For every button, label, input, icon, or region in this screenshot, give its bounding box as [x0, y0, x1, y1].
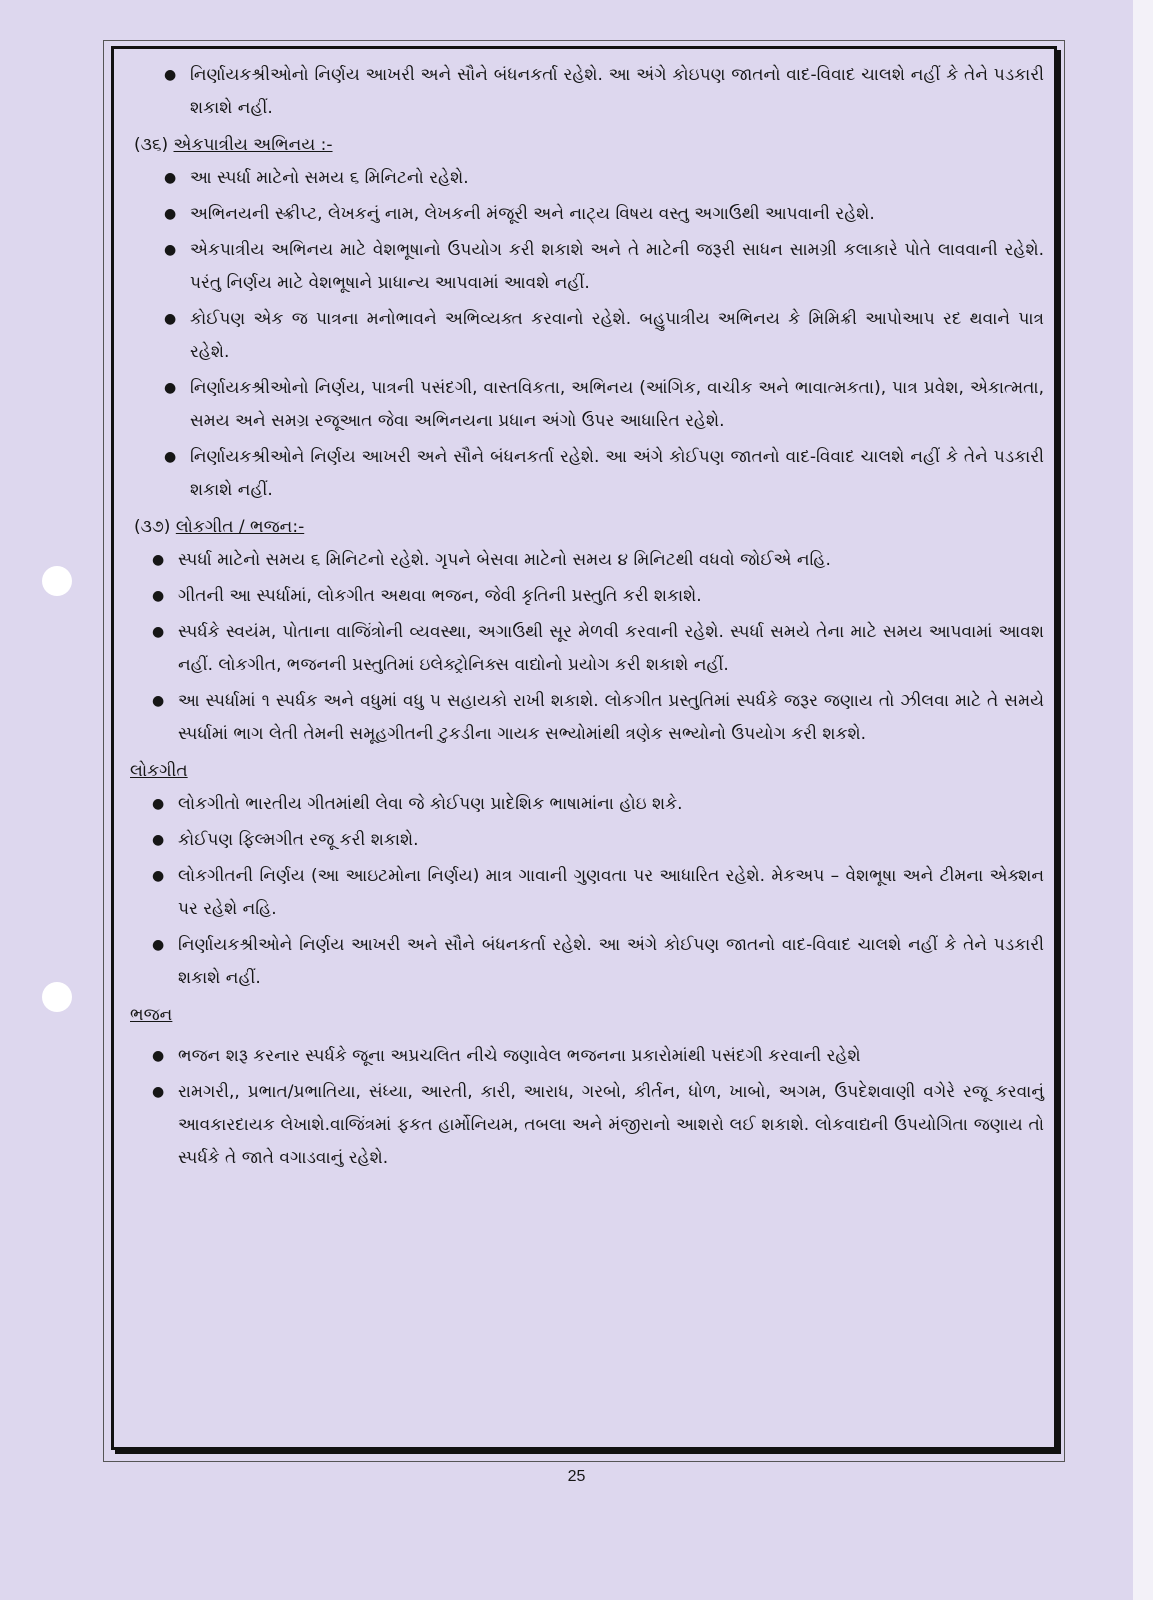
bullet-icon: ● — [164, 449, 177, 465]
list-item: ● સ્પર્ધકે સ્વયંમ, પોતાના વાજિંત્રોની વ્યવસ્થા, અગાઉથી સૂર મેળવી કરવાની રહેશે. સ્પર્ધા સમયે તેના માટે સમય આપવામાં આવશ નહીં. લોકગીત, ભજનની પ્રસ્તુતિમાં ઇલેક્ટ્રોનિક્સ વાદ્યોનો પ્રયોગ કરી શકાશે નહીં. — [130, 616, 1044, 682]
list-item: ● નિર્ણાયકશ્રીઓનો નિર્ણય આખરી અને સૌને બંધનકર્તા રહેશે. આ અંગે કોઇપણ જાતનો વાદ-વિવાદ ચાલશે નહીં કે તેને પડકારી શકાશે નહીં. — [130, 59, 1044, 125]
punch-hole-bottom — [42, 982, 72, 1012]
list-item: ● નિર્ણાયકશ્રીઓને નિર્ણય આખરી અને સૌને બંધનકર્તા રહેશે. આ અંગે કોઈપણ જાતનો વાદ-વિવાદ ચાલશે નહીં કે તેને પડકારી શકાશે નહીં. — [130, 441, 1044, 507]
list-item: ● એકપાત્રીય અભિનય માટે વેશભૂષાનો ઉપયોગ કરી શકાશે અને તે માટેની જરૂરી સાધન સામગ્રી કલાકારે પોતે લાવવાની રહેશે. પરંતુ નિર્ણય માટે વેશભૂષાને પ્રાધાન્ય આપવામાં આવશે નહીં. — [130, 234, 1044, 300]
bhajan-list — [130, 1040, 1044, 1175]
list-item: ● આ સ્પર્ધામાં ૧ સ્પર્ધક અને વધુમાં વધુ ૫ સહાયકો રાખી શકાશે. લોકગીત પ્રસ્તુતિમાં સ્પર્ધકે જરૂર જણાય તો ઝીલવા માટે તે સમયે સ્પર્ધામાં ભાગ લેતી તેમની સમૂહગીતની ટુકડીના ગાયક સભ્યોમાંથી ત્રણેક સભ્યોનો ઉપયોગ કરી શકશે. — [130, 685, 1044, 751]
list-item: ● ગીતની આ સ્પર્ધામાં, લોકગીત અથવા ભજન, જેવી કૃતિની પ્રસ્તુતિ કરી શકાશે. — [130, 580, 1044, 613]
bullet-icon: ● — [152, 796, 165, 812]
bullet-icon: ● — [152, 832, 165, 848]
bullet-icon: ● — [164, 170, 177, 186]
list-item: ● ભજન શરૂ કરનાર સ્પર્ધકે જૂના અપ્રચલિત નીચે જણાવેલ ભજનના પ્રકારોમાંથી પસંદગી કરવાની રહેશે — [130, 1040, 1044, 1073]
section-title: લોકગીત / ભજન:- — [175, 517, 305, 537]
section-number: (૩૭) — [134, 517, 171, 537]
list-item: ● આ સ્પર્ધા માટેનો સમય ૬ મિનિટનો રહેશે. — [130, 162, 1044, 195]
list-item: ● કોઈપણ એક જ પાત્રના મનોભાવને અભિવ્યક્ત કરવાનો રહેશે. બહુપાત્રીય અભિનય કે મિમિક્રી આપોઆપ રદ થવાને પાત્ર રહેશે. — [130, 303, 1044, 369]
page-content — [130, 59, 1044, 1178]
section-36-list — [130, 162, 1044, 507]
bullet-icon: ● — [152, 868, 165, 884]
bullet-icon: ● — [164, 242, 177, 258]
bullet-icon: ● — [164, 311, 177, 327]
list-item: ● રામગરી,, પ્રભાત/પ્રભાતિયા, સંધ્યા, આરતી, કારી, આરાધ, ગરબો, કીર્તન, ધોળ, ખાબો, અગમ, ઉપદેશવાણી વગેરે રજૂ કરવાનું આવકારદાયક લેખાશે.વાજિંત્રમાં ફકત હાર્મોનિયમ, તબલા અને મંજીરાનો આશરો લઈ શકાશે. લોકવાદ્યની ઉપયોગિતા જણાય તો સ્પર્ધકે તે જાતે વગાડવાનું રહેશે. — [130, 1076, 1044, 1175]
bullet-icon: ● — [152, 552, 165, 568]
bullet-icon: ● — [152, 588, 165, 604]
list-item: ● નિર્ણાયકશ્રીઓને નિર્ણય આખરી અને સૌને બંધનકર્તા રહેશે. આ અંગે કોઈપણ જાતનો વાદ-વિવાદ ચાલશે નહીં કે તેને પડકારી શકાશે નહીં. — [130, 929, 1044, 995]
bullet-icon: ● — [152, 693, 165, 709]
top-list — [130, 59, 1044, 125]
bullet-icon: ● — [152, 1048, 165, 1064]
bullet-icon: ● — [164, 380, 177, 396]
section-title: એકપાત્રીય અભિનય :- — [173, 135, 333, 155]
bullet-icon: ● — [152, 937, 165, 953]
section-number: (૩૬) — [134, 135, 169, 155]
punch-hole-top — [42, 566, 72, 596]
page-number: 25 — [567, 1468, 586, 1485]
page-border — [111, 46, 1057, 1450]
lokgeet-heading: લોકગીત — [130, 761, 188, 781]
section-37-list — [130, 544, 1044, 751]
bullet-icon: ● — [164, 206, 177, 222]
bullet-icon: ● — [152, 1084, 165, 1100]
bhajan-heading: ભજન — [130, 1005, 173, 1025]
section-36-heading — [130, 128, 1044, 162]
list-item: ● લોકગીતો ભારતીય ગીતમાંથી લેવા જે કોઈપણ પ્રાદેશિક ભાષામાંના હોઇ શકે. — [130, 788, 1044, 821]
list-item: ● સ્પર્ધા માટેનો સમય ૬ મિનિટનો રહેશે. ગૃપને બેસવા માટેનો સમય ૪ મિનિટથી વધવો જોઈએ નહિ. — [130, 544, 1044, 577]
lokgeet-list — [130, 788, 1044, 995]
list-item: ● કોઈપણ ફિલ્મગીત રજૂ કરી શકાશે. — [130, 824, 1044, 857]
list-item: ● અભિનયની સ્ક્રીપ્ટ, લેખકનું નામ, લેખકની મંજૂરી અને નાટ્ય વિષય વસ્તુ અગાઉથી આપવાની રહેશે. — [130, 198, 1044, 231]
bullet-icon: ● — [164, 67, 177, 83]
list-item: ● લોકગીતની નિર્ણય (આ આઇટમોના નિર્ણય) માત્ર ગાવાની ગુણવતા પર આધારિત રહેશે. મેકઅપ – વેશભૂષા અને ટીમના એક્શન પર રહેશે નહિ. — [130, 860, 1044, 926]
section-37-heading — [130, 510, 1044, 544]
list-item: ● નિર્ણાયકશ્રીઓનો નિર્ણય, પાત્રની પસંદગી, વાસ્તવિકતા, અભિનય (આંગિક, વાચીક અને ભાવાત્મકતા), પાત્ર પ્રવેશ, એકાત્મતા, સમય અને સમગ્ર રજૂઆત જેવા અભિનયના પ્રધાન અંગો ઉપર આધારિત રહેશે. — [130, 372, 1044, 438]
bullet-icon: ● — [152, 624, 165, 640]
page-edge — [1133, 0, 1153, 1600]
